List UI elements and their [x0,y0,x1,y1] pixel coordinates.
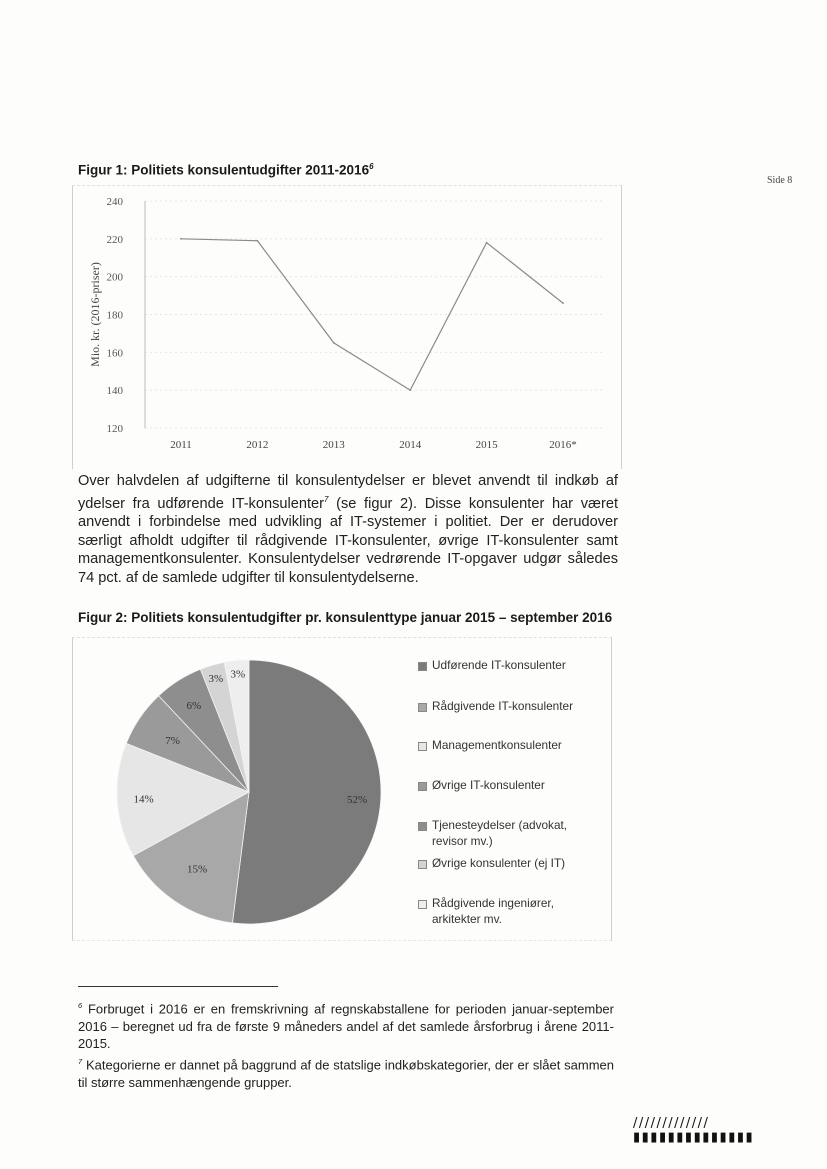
footnote-7 [78,1053,614,1091]
legend-item [418,737,603,753]
pie-data-label: 3% [208,672,224,685]
legend-item [418,657,603,673]
legend-label: Øvrige IT-konsulenter [432,778,545,792]
footnote-mark: 7 [78,1056,83,1066]
legend-item [418,895,588,927]
pie-data-label: 52% [346,793,368,806]
pie-data-label: 15% [186,863,208,876]
pie-data-label: 14% [133,793,154,806]
barcode-line-1: ///////////// [633,1116,710,1131]
legend-item [418,817,588,849]
pie-data-label: 3% [230,668,246,681]
legend-label: Managementkonsulenter [432,738,562,752]
x-tick-label: 2016* [549,439,577,451]
y-tick-label: 160 [106,347,123,360]
line-chart [73,186,621,469]
barcode-line-2: ▮▮▮▮▮▮▮▮▮▮▮▮▮▮ [633,1130,755,1145]
x-tick-label: 2015 [475,439,498,451]
x-tick-label: 2013 [322,439,345,451]
legend-label: Rådgivende ingeniører, arkitekter mv. [432,896,554,926]
x-tick-label: 2014 [399,439,422,451]
legend-swatch [418,662,427,671]
pie-slice [232,660,381,924]
footnote-separator [78,986,278,987]
paragraph-text-2: (se figur 2). Disse konsulenter har været anvendt i forbindelse med udvikling af IT-systemer i politiet. Der er derudover særligt afholdt udgifter til rådgivende IT-konsulenter, øvrige IT-konsulenter samt managementkonsulenter. Konsulentydelser vedrørende IT-opgaver udgør således 74 pct. af de samlede udgifter til konsulentydelserne. [78,495,618,586]
y-tick-label: 120 [106,423,123,435]
legend-item [418,855,603,871]
legend-swatch [418,900,427,909]
data-point [180,238,182,240]
pie-chart [73,638,413,940]
x-tick-label: 2012 [246,439,269,451]
footnotes [78,997,614,1091]
figure1-title-text: Figur 1: Politiets konsulentudgifter 2011-2016 [78,162,370,178]
footnote-ref-6: 6 [369,162,374,171]
data-point [257,240,259,242]
legend-label: Tjenesteydelser (advokat, revisor mv.) [432,818,568,848]
page-number: Side 8 [767,175,793,186]
footnote-mark: 6 [78,1001,83,1010]
y-tick-label: 220 [106,233,123,246]
barcode [633,1117,754,1145]
footnote-ref-7: 7 [324,494,329,504]
pie-data-label: 6% [186,700,202,713]
legend-item [418,777,603,793]
figure1-frame [72,185,622,469]
legend-swatch [418,703,427,712]
footnote-text: Kategorierne er dannet på baggrund af de statslige indkøbskategorier, der er slået sammen til større sammenhængende grupper. [78,1057,614,1090]
legend-label: Øvrige konsulenter (ej IT) [432,856,566,870]
x-tick-label: 2011 [170,439,192,451]
data-point [562,302,564,304]
data-point [333,342,335,344]
legend-swatch [418,822,427,831]
footnote-6 [78,997,614,1053]
body-paragraph [78,472,618,587]
legend-label: Udførende IT-konsulenter [432,658,566,672]
y-axis-title: Mio. kr. (2016-priser) [88,262,102,367]
legend-item [418,698,603,714]
y-tick-label: 200 [106,271,123,284]
footnote-text: Forbruget i 2016 er en fremskrivning af regnskabstallene for perioden januar-september 2016 – beregnet ud fra de første 9 måneders andel af det samlede årsforbrug i årene 2011-2015. [78,1001,614,1052]
y-tick-label: 140 [106,385,123,398]
y-tick-label: 180 [106,309,123,322]
legend-swatch [418,742,427,751]
legend-swatch [418,860,427,869]
data-point [409,389,411,391]
y-tick-label: 240 [106,196,123,208]
data-point [486,242,488,244]
figure2-title: Figur 2: Politiets konsulentudgifter pr. konsulenttype januar 2015 – september 2016 [78,610,613,625]
figure1-title [78,162,374,178]
legend-label: Rådgivende IT-konsulenter [432,699,573,713]
paragraph-text-1: Over halvdelen af udgifterne til konsulentydelser er blevet anvendt til indkøb af ydelser fra udførende IT-konsulenter [78,473,618,512]
pie-data-label: 7% [165,735,180,748]
legend-swatch [418,782,427,791]
